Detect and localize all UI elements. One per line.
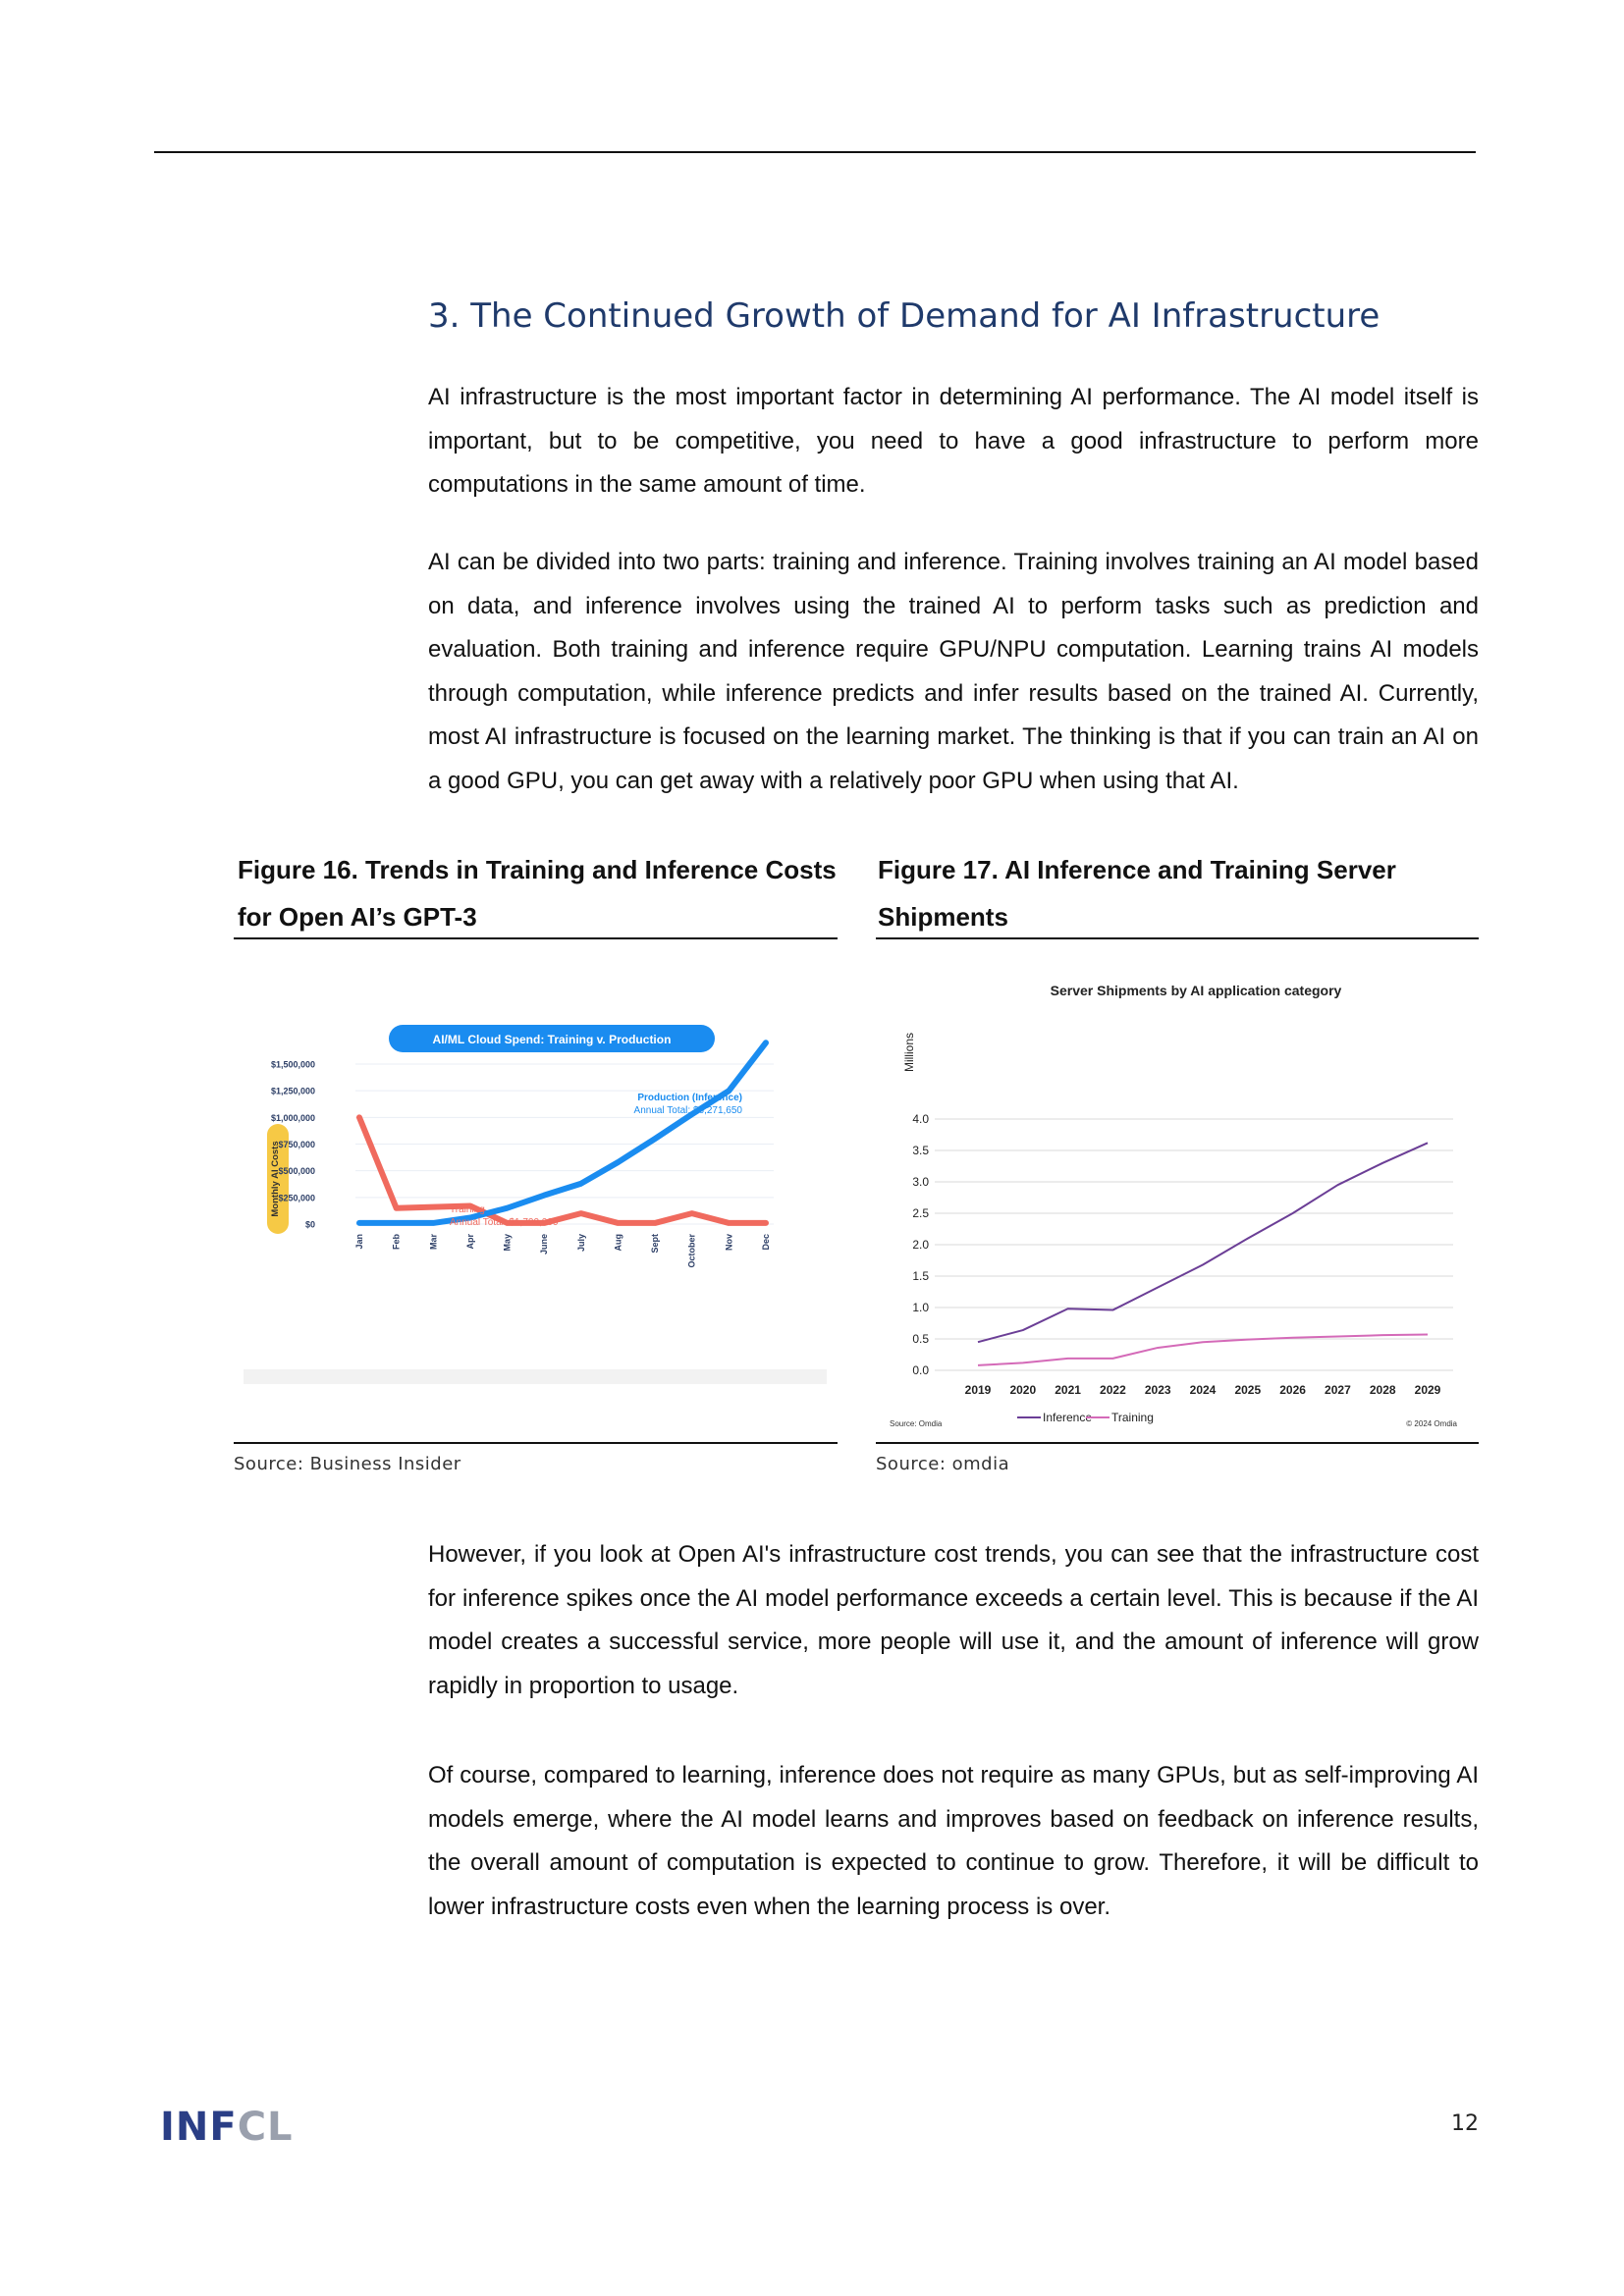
chart16-production-label: Production (Inference): [637, 1093, 742, 1103]
chart17-x-tick: 2029: [1414, 1383, 1441, 1397]
body-paragraph: However, if you look at Open AI's infrastructure cost trends, you can see that the infrastructure cost for inference spikes once the AI model performance exceeds a certain level. This is because if the AI model creates a successful service, more people will use it, and the amount of inference will grow rapidly in proportion to usage.: [428, 1541, 1479, 1699]
chart16-production-total: Annual Total: $6,271,650: [633, 1105, 742, 1116]
chart16-x-tick: Dec: [761, 1234, 771, 1251]
chart16-x-tick: Feb: [391, 1234, 402, 1251]
chart17-y-tick: 4.0: [912, 1112, 929, 1126]
page-number: 12: [1451, 2111, 1479, 2136]
section-title: 3. The Continued Growth of Demand for AI Infrastructure: [428, 296, 1380, 336]
figure-16-caption-line1: Figure 16. Trends in Training and Inference Costs: [238, 855, 837, 884]
chart16-x-tick: Nov: [724, 1234, 734, 1252]
chart17-y-tick: 2.0: [912, 1238, 929, 1252]
figure-17-caption-line1: Figure 17. AI Inference and Training Server: [878, 855, 1396, 884]
chart16-bottom-band: [244, 1369, 827, 1384]
chart17-y-tick: 1.5: [912, 1269, 929, 1283]
chart16-title: AI/ML Cloud Spend: Training v. Production: [432, 1033, 672, 1046]
chart17-ylabel: Millions: [902, 1032, 916, 1073]
figure-17-caption-line2: Shipments: [878, 902, 1008, 932]
chart16-x-tick: Sept: [650, 1234, 661, 1254]
logo-part-cl: CL: [237, 2105, 294, 2150]
chart17-y-tick: 1.0: [912, 1301, 929, 1314]
chart16-x-tick: Apr: [464, 1234, 475, 1250]
chart17-x-tick: 2019: [964, 1383, 992, 1397]
chart17-source-note: Source: Omdia: [890, 1419, 943, 1428]
chart17-title: Server Shipments by AI application category: [1050, 983, 1342, 998]
chart17-x-tick: 2027: [1325, 1383, 1351, 1397]
chart17-copyright: © 2024 Omdia: [1406, 1419, 1457, 1428]
chart16-x-tick: Mar: [428, 1234, 439, 1251]
logo-part-inf: INF: [160, 2105, 238, 2150]
chart16-y-tick: $1,250,000: [270, 1086, 315, 1096]
chart16-y-tick: $500,000: [278, 1166, 315, 1177]
chart17-background: [878, 974, 1467, 1435]
chart16-ylabel: Monthly AI Costs: [270, 1141, 281, 1217]
chart17-y-tick: 3.0: [912, 1175, 929, 1189]
figure-17-chart: [878, 974, 1467, 1435]
figure-17-source: Source: omdia: [876, 1454, 1010, 1474]
chart16-x-tick: October: [686, 1234, 697, 1268]
chart17-y-tick: 0.5: [912, 1332, 929, 1346]
chart17-y-tick: 3.5: [912, 1144, 929, 1157]
figure-16-caption-line2: for Open AI’s GPT-3: [238, 902, 477, 932]
chart16-y-tick: $1,500,000: [270, 1059, 315, 1070]
chart16-x-tick: July: [575, 1234, 586, 1253]
body-paragraph: Of course, compared to learning, inference does not require as many GPUs, but as self-improving AI models emerge, where the AI model learns and improves based on feedback on inference results, the overall amount of computation is expected to continue to grow. Therefore, it will be difficult to lower infrastructure costs even when the learning process is over.: [428, 1762, 1479, 1920]
chart16-x-tick: Jan: [354, 1234, 364, 1250]
chart16-x-tick: June: [539, 1234, 550, 1255]
chart17-x-tick: 2025: [1234, 1383, 1262, 1397]
figure-16-chart: [244, 1006, 827, 1384]
chart16-y-tick: $0: [304, 1219, 315, 1230]
chart17-y-tick: 2.5: [912, 1206, 929, 1220]
chart16-training-total: Annual Total: $1,700,000: [450, 1217, 559, 1228]
chart16-y-tick: $1,000,000: [270, 1112, 315, 1123]
body-paragraph: AI can be divided into two parts: training and inference. Training involves training an AI model based on data, and inference involves using the trained AI to perform tasks such as prediction and evaluation. Both training and inference require GPU/NPU computation. Learning trains AI models through computation, while inference predicts and infer results based on the trained AI. Currently, most AI infrastructure is focused on the learning market. The thinking is that if you can train an AI on a good GPU, you can get away with a relatively poor GPU when using that AI.: [428, 549, 1479, 794]
chart17-y-tick: 0.0: [912, 1363, 929, 1377]
chart16-y-tick: $750,000: [278, 1140, 315, 1149]
figure-16-top-rule: [234, 937, 838, 939]
chart17-x-tick: 2026: [1279, 1383, 1306, 1397]
figure-16-bottom-rule: [234, 1442, 838, 1444]
header-rule: [154, 151, 1476, 153]
chart16-x-tick: May: [502, 1234, 513, 1252]
figure-16-caption: [238, 846, 837, 940]
figure-17-bottom-rule: [876, 1442, 1479, 1444]
figure-17-caption: [878, 846, 1477, 940]
chart16-y-tick: $250,000: [278, 1193, 315, 1203]
chart17-x-tick: 2022: [1100, 1383, 1126, 1397]
chart16-x-tick: Aug: [613, 1234, 623, 1252]
chart16-background: [244, 1006, 827, 1384]
company-logo: [160, 2105, 294, 2150]
chart17-legend-training: Training: [1111, 1411, 1154, 1424]
figure-17-top-rule: [876, 937, 1479, 939]
chart17-x-tick: 2021: [1055, 1383, 1081, 1397]
chart17-x-tick: 2028: [1369, 1383, 1396, 1397]
chart17-legend-inference: Inference: [1043, 1411, 1093, 1424]
figure-16-source: Source: Business Insider: [234, 1454, 461, 1474]
chart17-x-tick: 2020: [1009, 1383, 1037, 1397]
chart17-x-tick: 2024: [1189, 1383, 1217, 1397]
chart16-training-label: Training: [450, 1204, 485, 1215]
body-paragraph: AI infrastructure is the most important factor in determining AI performance. The AI model itself is important, but to be competitive, you need to have a good infrastructure to perform more computations in the same amount of time.: [428, 384, 1479, 498]
chart17-x-tick: 2023: [1144, 1383, 1171, 1397]
